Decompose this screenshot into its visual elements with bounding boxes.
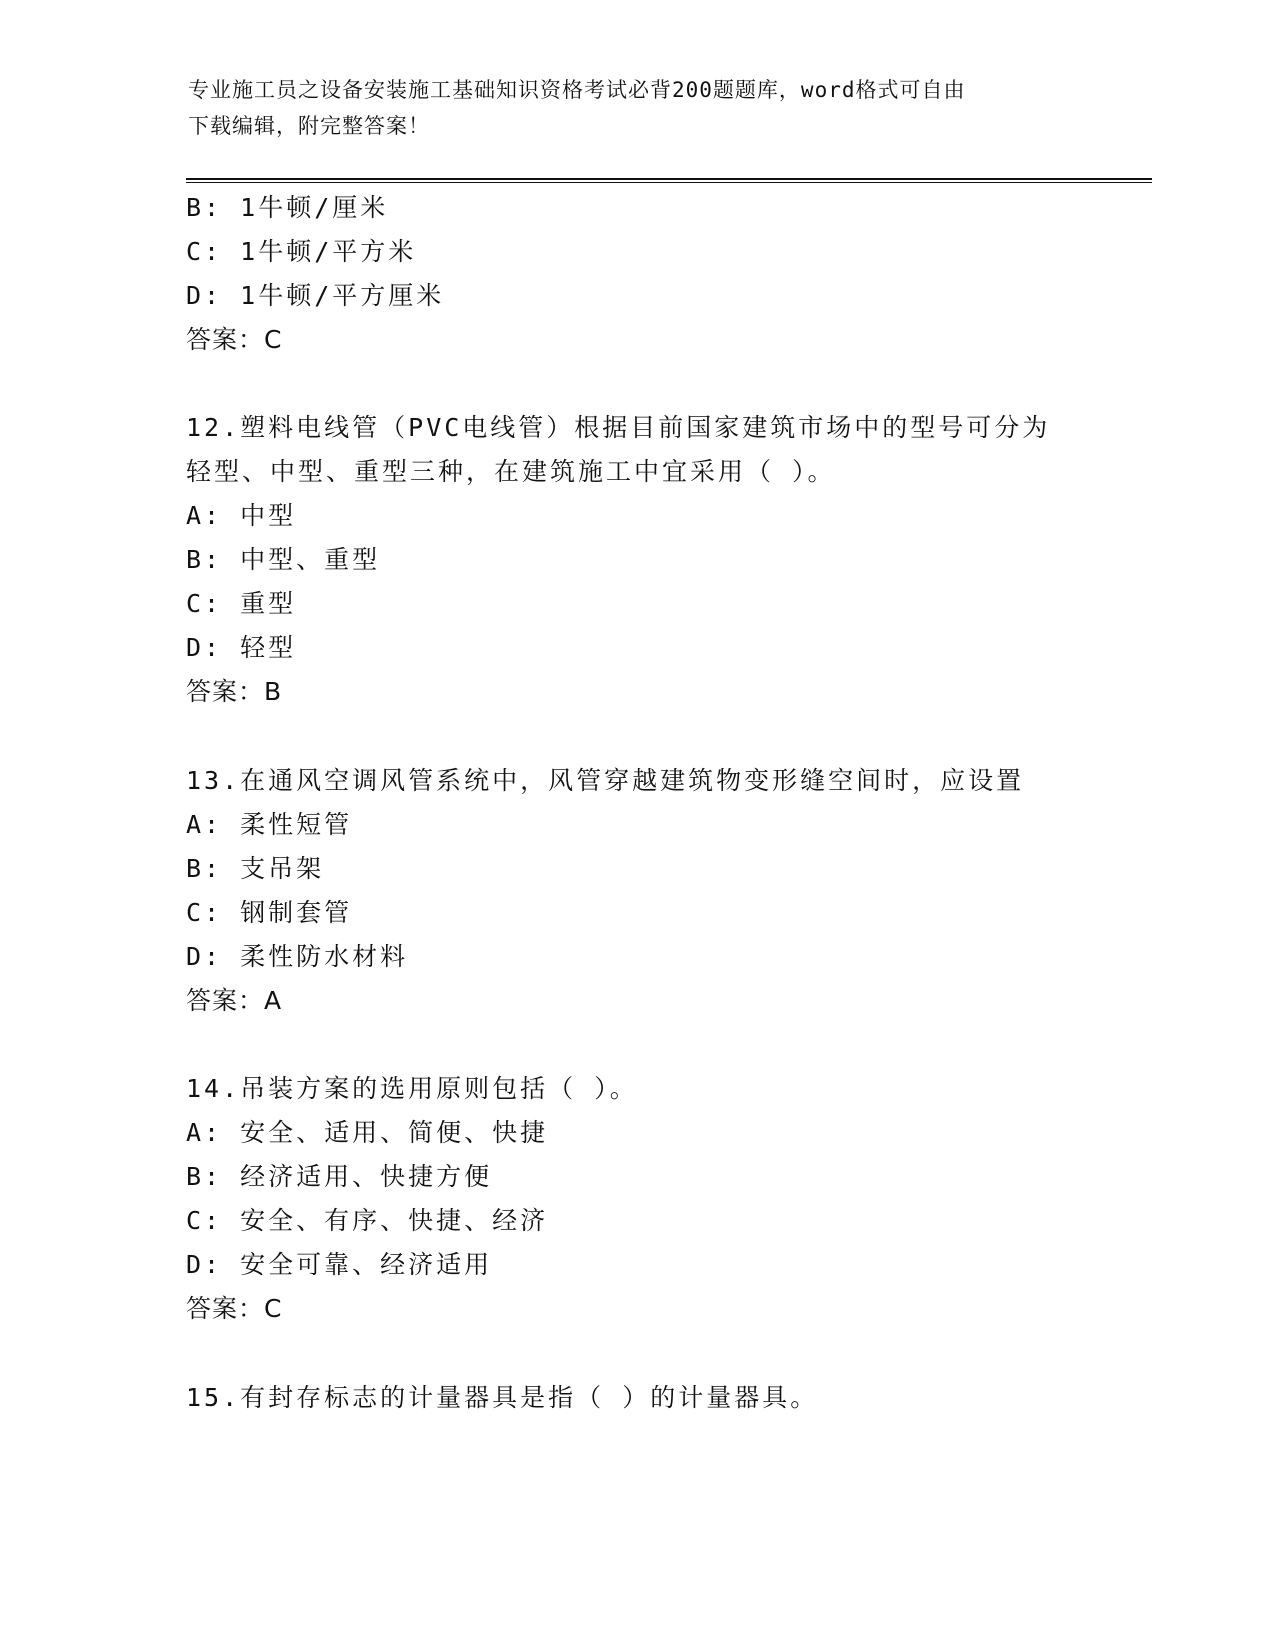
- q11-option-d: D: 1牛顿/平方厘米: [186, 281, 445, 310]
- header-title-line1: 专业施工员之设备安装施工基础知识资格考试必背200题题库，word格式可自由: [188, 78, 966, 102]
- header-title-line2: 下载编辑，附完整答案！: [188, 114, 430, 138]
- q14-option-b: B: 经济适用、快捷方便: [186, 1162, 493, 1191]
- q14-option-c: C: 安全、有序、快捷、经济: [186, 1206, 549, 1235]
- q12-stem-line1: 12.塑料电线管（PVC电线管）根据目前国家建筑市场中的型号可分为: [186, 413, 1051, 442]
- q15-stem: 15.有封存标志的计量器具是指（ ）的计量器具。: [186, 1383, 819, 1412]
- q13-option-b: B: 支吊架: [186, 854, 325, 883]
- q12-answer: 答案：B: [186, 677, 283, 706]
- q12-option-b: B: 中型、重型: [186, 545, 381, 574]
- q12-option-d: D: 轻型: [186, 633, 297, 662]
- q14-option-a: A: 安全、适用、简便、快捷: [186, 1118, 549, 1147]
- q13-option-d: D: 柔性防水材料: [186, 942, 409, 971]
- q11-option-b: B: 1牛顿/厘米: [186, 193, 389, 222]
- header-divider: [186, 178, 1152, 183]
- q11-option-c: C: 1牛顿/平方米: [186, 237, 417, 266]
- q14-stem: 14.吊装方案的选用原则包括（ ）。: [186, 1074, 638, 1103]
- q14-option-d: D: 安全可靠、经济适用: [186, 1250, 493, 1279]
- q13-option-a: A: 柔性短管: [186, 810, 353, 839]
- q13-stem: 13.在通风空调风管系统中，风管穿越建筑物变形缝空间时，应设置: [186, 766, 1025, 795]
- q12-stem-line2: 轻型、中型、重型三种，在建筑施工中宜采用（ ）。: [186, 457, 836, 486]
- q13-answer: 答案：A: [186, 986, 283, 1015]
- q11-answer: 答案：C: [186, 325, 283, 354]
- q12-option-a: A: 中型: [186, 501, 297, 530]
- q13-option-c: C: 钢制套管: [186, 898, 353, 927]
- document-header: [188, 72, 1068, 144]
- q14-answer: 答案：C: [186, 1294, 283, 1323]
- q12-option-c: C: 重型: [186, 589, 297, 618]
